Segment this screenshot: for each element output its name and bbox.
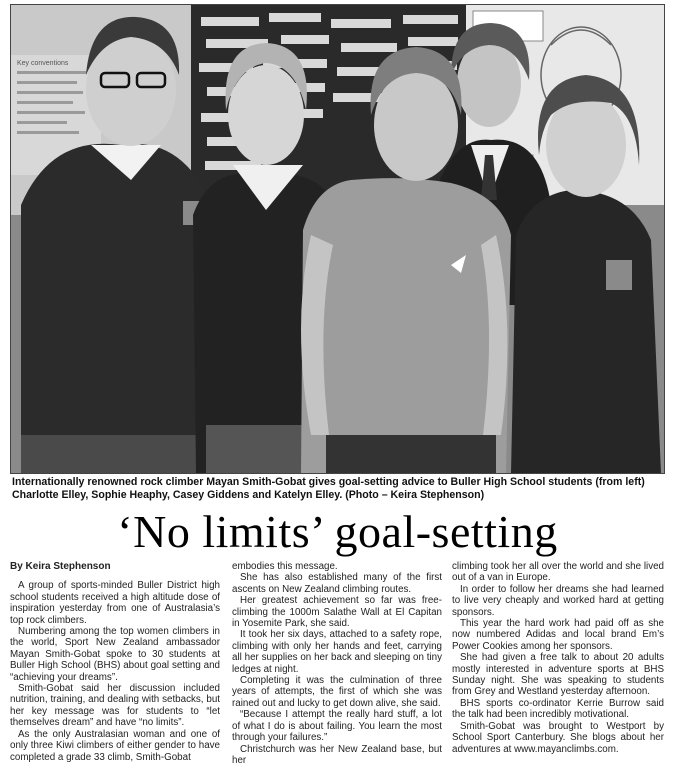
paragraph: Completing it was the culmination of three years of attempts, the first of which she was rained out and lucky to get down alive, she said. (232, 675, 442, 709)
paragraph: BHS sports co-ordinator Kerrie Burrow said the talk had been incredibly motivational. (452, 698, 664, 721)
paragraph: Numbering among the top women climbers in the world, Sport New Zealand ambassador Mayan Smith-Gobat spoke to 30 students at Buller High School (BHS) about goal setting and “achieving your dreams”. (10, 626, 220, 683)
paragraph: This year the hard work had paid off as she now numbered Adidas and local brand Em’s Power Cookies among her sponsors. (452, 618, 664, 652)
paragraph: Her greatest achievement so far was free-climbing the 1000m Salathe Wall at El Capitan in Yosemite Park, she said. (232, 595, 442, 629)
paragraph: Christchurch was her New Zealand base, but her (232, 744, 442, 766)
byline: By Keira Stephenson (10, 561, 220, 572)
article-column-3 (452, 561, 664, 755)
paragraph: climbing took her all over the world and she lived out of a van in Europe. (452, 561, 664, 584)
headline: ‘No limits’ goal-setting (0, 506, 675, 558)
article-column-2 (232, 561, 442, 766)
paragraph: She had given a free talk to about 20 adults mostly interested in adventure sports at BHS Sunday night. She was speaking to students from Grey and Westland yesterday afternoon. (452, 652, 664, 698)
paragraph: Smith-Gobat said her discussion included nutrition, training, and dealing with setbacks, but her key message was for students to “let themselves dream” and have “no limits”. (10, 683, 220, 729)
paragraph: Smith-Gobat was brought to Westport by School Sport Canterbury. She blogs about her adventures at www.mayanclimbs.com. (452, 721, 664, 755)
photo-illustration (11, 5, 664, 473)
article-column-1 (10, 561, 220, 763)
paragraph: In order to follow her dreams she had learned to live very cheaply and worked hard at getting sponsors. (452, 584, 664, 618)
news-photo (10, 4, 665, 474)
paragraph: “Because I attempt the really hard stuff, a lot of what I do is about failing. You learn the most through your failures.” (232, 709, 442, 743)
paragraph: A group of sports-minded Buller District high school students received a high altitude dose of inspiration yesterday from one of Australasia’s top rock climbers. (10, 580, 220, 626)
photo-caption: Internationally renowned rock climber Mayan Smith-Gobat gives goal-setting advice to Buller High School students (from left) Charlotte Elley, Sophie Heaphy, Casey Giddens and Katelyn Elley. (Photo – Keira Stephenson) (12, 476, 664, 502)
paragraph: It took her six days, attached to a safety rope, climbing with only her hands and feet, carrying all her supplies on her back and sleeping on tiny ledges at night. (232, 629, 442, 675)
paragraph: embodies this message. (232, 561, 442, 572)
paragraph: She has also established many of the first ascents on New Zealand climbing routes. (232, 572, 442, 595)
paragraph: As the only Australasian woman and one of only three Kiwi climbers of either gender to have completed a grade 33 climb, Smith-Gobat (10, 729, 220, 763)
board-heading: Key conventions (17, 60, 69, 67)
